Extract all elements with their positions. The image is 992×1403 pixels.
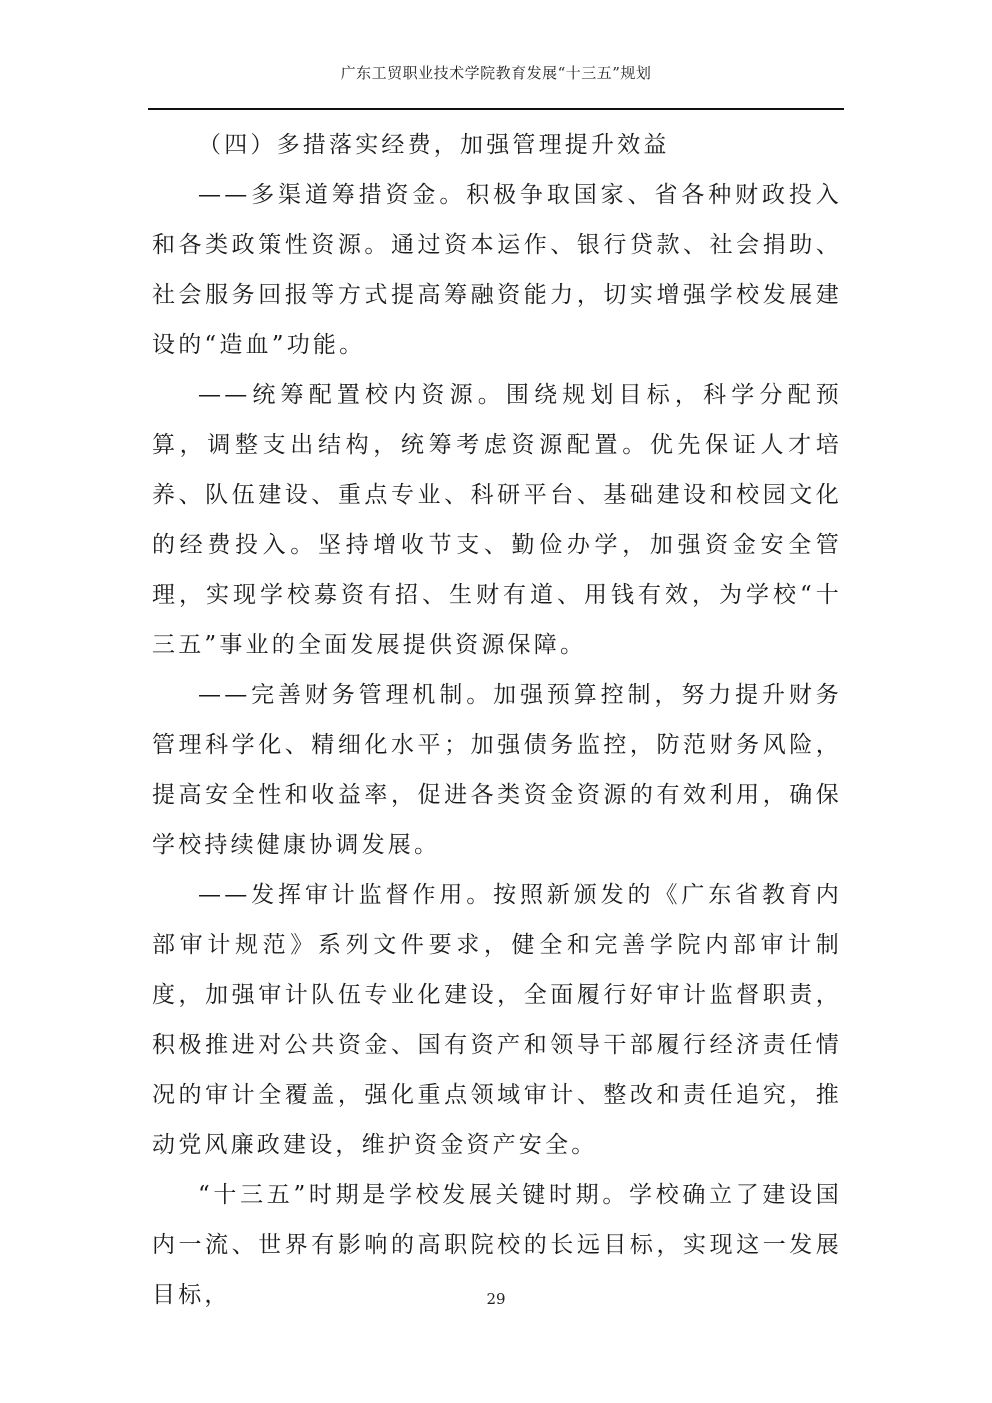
page-header-title: 广东工贸职业技术学院教育发展“十三五”规划 [340,64,652,82]
paragraph-audit-supervision: ——发挥审计监督作用。按照新颁发的《广东省教育内部审计规范》系列文件要求，健全和完善学院内部审计制度，加强审计队伍专业化建设，全面履行好审计监督职责，积极推进对公共资金、国有资产和领导干部履行经济责任情况的审计全覆盖，强化重点领域审计、整改和责任追究，推动党风廉政建设，维护资金资产安全。 [152,882,842,1158]
paragraph-conclusion: “十三五”时期是学校发展关键时期。学校确立了建设国内一流、世界有影响的高职院校的长远目标，实现这一发展目标， [152,1182,842,1308]
page-number: 29 [486,1290,506,1308]
header-divider [148,108,844,110]
document-body [152,120,842,1320]
paragraph-financial-management: ——完善财务管理机制。加强预算控制，努力提升财务管理科学化、精细化水平；加强债务监控，防范财务风险，提高安全性和收益率，促进各类资金资源的有效利用，确保学校持续健康协调发展。 [152,682,842,858]
section-heading: （四）多措落实经费，加强管理提升效益 [198,132,670,158]
paragraph-resource-allocation: ——统筹配置校内资源。围绕规划目标，科学分配预算，调整支出结构，统筹考虑资源配置。优先保证人才培养、队伍建设、重点专业、科研平台、基础建设和校园文化的经费投入。坚持增收节支、勤俭办学，加强资金安全管理，实现学校募资有招、生财有道、用钱有效，为学校“十三五”事业的全面发展提供资源保障。 [152,382,842,658]
paragraph-funding-channels: ——多渠道筹措资金。积极争取国家、省各种财政投入和各类政策性资源。通过资本运作、银行贷款、社会捐助、社会服务回报等方式提高筹融资能力，切实增强学校发展建设的“造血”功能。 [152,182,842,358]
